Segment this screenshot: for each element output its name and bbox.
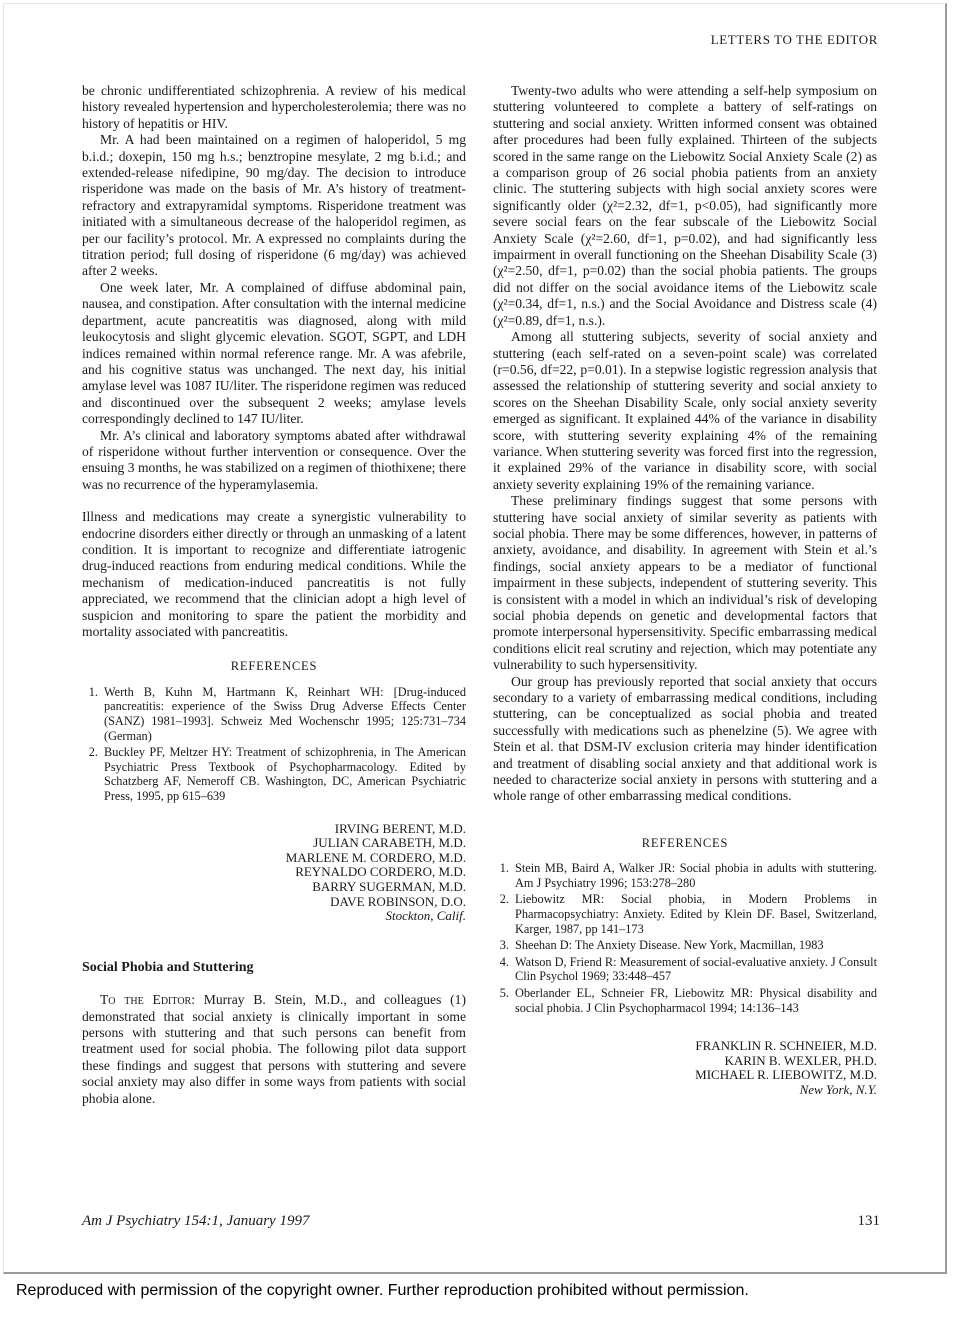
author-name: MICHAEL R. LIEBOWITZ, M.D.: [695, 1067, 877, 1083]
body-paragraph: Twenty-two adults who were attending a self-help symposium on stuttering volunteered to complete a battery of self-ratings on stuttering and social anxiety. Written informed consent was obtained after procedures had been fully explained. Thirteen of the subjects scored in the same range on the Liebowitz Social Anxiety Scale (2) as a comparison group of 26 social phobia patients from an anxiety clinic. The stuttering subjects with high social anxiety scores were significantly older (χ²=2.32, df=1, p<0.05), had significantly more severe social fears on the fear subscale of the Liebowitz Social Anxiety Scale (χ²=2.60, df=1, p=0.02), and had significantly less impairment in overall functioning on the Sheehan Disability Scale (3) (χ²=2.50, df=1, p=0.02) than the social phobia patients. The groups did not differ on the social avoidance items of the Liebowitz scale (χ²=0.34, df=1, n.s.) and the Social Avoidance and Distress scale (4) (χ²=0.89, df=1, n.s.).: [493, 83, 877, 328]
case-paragraph: Mr. A had been maintained on a regimen of haloperidol, 5 mg b.i.d.; doxepin, 150 mg h.s.; benztropine mesylate, 2 mg b.i.d.; and extended-release nifedipine, 90 mg/day. The decision to introduce risperidone was made on the basis of Mr. A’s history of treatment-refractory and extrapyramidal symptoms. Risperidone treatment was initiated with a simultaneous decrease of the haloperidol regimen, as per our facility’s protocol. Mr. A expressed no complaints during the titration period; full dosing of risperidone (6 mg/day) was achieved after 2 weeks.: [82, 132, 466, 279]
references-heading: REFERENCES: [230, 659, 318, 674]
body-paragraph: Among all stuttering subjects, severity of social anxiety and stuttering (each self-rated on a seven-point scale) was correlated (r=0.56, df=22, p=0.01). In a stepwise logistic regression analysis that assessed the relationship of stuttering severity and social anxiety to scores on the Sheehan Disability Scale, only social anxiety severity emerged as significant. It explained 44% of the variance in disability score, with stuttering severity explaining 4% of the remaining variance. When stuttering severity was forced first into the regression, it explained 29% of the variance in disability score, with social anxiety severity explaining 19% of the remaining variance.: [493, 329, 877, 492]
reference-text: Werth B, Kuhn M, Hartmann K, Reinhart WH: [Drug-induced pancreatitis: experience of the Swiss Drug Adverse Effects Center (SANZ) 1981–1993]. Schweiz Med Wochenschr 1995; 125:731–734 (German): [104, 684, 466, 743]
author-name: MARLENE M. CORDERO, M.D.: [285, 849, 466, 865]
reference-number: 4.: [499, 954, 509, 969]
author-location: Stockton, Calif.: [385, 908, 466, 924]
reference-number: 5.: [499, 986, 509, 1001]
journal-citation: Am J Psychiatry 154:1, January 1997: [82, 1213, 310, 1229]
reference-item: [82, 745, 466, 803]
reference-item: [493, 938, 877, 953]
author-name: REYNALDO CORDERO, M.D.: [295, 864, 466, 880]
reference-item: [493, 861, 877, 890]
reference-list: [82, 685, 466, 804]
reference-number: 1.: [499, 861, 509, 876]
body-paragraph: Our group has previously reported that social anxiety that occurs secondary to a variety of embarrassing medical conditions, including stuttering, can be conceptualized as social phobia and treated successfully with medications such as phenelzine (5). We agree with Stein et al. that DSM-IV exclusion criteria may hinder identification and treatment of disabling social anxiety and that additional work is needed to characterize social anxiety in persons with stuttering and a whole range of other embarrassing medical conditions.: [493, 673, 877, 804]
author-name: JULIAN CARABETH, M.D.: [313, 835, 466, 851]
paragraph-gap: [82, 493, 466, 509]
reference-text: Buckley PF, Meltzer HY: Treatment of schizophrenia, in The American Psychiatric Press Textbook of Psychopharmacology. Edited by Schatzberg AF, Nemeroff CB. Washington, DC, American Psychiatric Press, 1995, pp 615–639: [104, 745, 466, 803]
conclusion-paragraph: Illness and medications may create a synergistic vulnerability to endocrine disorders either directly or through an unmasking of a latent condition. It is important to recognize and differentiate iatrogenic drug-induced reactions from enduring medical conditions. While the mechanism of medication-induced pancreatitis is not fully appreciated, we recommend that the clinician adopt a high level of suspicion and monitoring to spare the patient the morbidity and mortality associated with pancreatitis.: [82, 509, 466, 639]
reference-text: Sheehan D: The Anxiety Disease. New York, Macmillan, 1983: [515, 938, 824, 953]
letter-opening-paragraph: [82, 992, 466, 1107]
author-location: New York, N.Y.: [799, 1082, 877, 1097]
left-column: [82, 83, 466, 1107]
body-paragraph: These preliminary findings suggest that some persons with stuttering have social anxiety of similar severity as patients with social phobia. There may be some differences, however, in patterns of anxiety, avoidance, and disability. In agreement with Stein et al.’s findings, social anxiety appears to be a mediator of functional impairment in these subjects, independent of stuttering severity. This is consistent with a model in which an individual’s risk of developing social phobia depends on genetic and developmental factors that promote interpersonal hypersensitivity. Specific embarrassing medical conditions elicit real scrutiny and rejection, which may potentiate any vulnerability to such hypersensitivity.: [493, 493, 877, 673]
reference-number: 3.: [499, 938, 509, 953]
reference-text: Watson D, Friend R: Measurement of social-evaluative anxiety. J Consult Clin Psychol 1969; 33:448–457: [515, 954, 877, 984]
case-paragraph: One week later, Mr. A complained of diffuse abdominal pain, nausea, and constipation. After consultation with the internal medicine department, acute pancreatitis was diagnosed, along with mild leukocytosis and slight glycemic elevation. SGOT, SGPT, and LDH indices remained within normal reference range. Mr. A was afebrile, and his cognitive status was unchanged. The next day, his initial amylase level was 1087 IU/liter. The risperidone regimen was reduced and discontinued over the subsequent 2 weeks; amylase levels correspondingly declined to 147 IU/liter.: [82, 279, 466, 427]
reference-text: Liebowitz MR: Social phobia, in Modern Problems in Pharmacopsychiatry: Anxiety. Edited by Klein DF. Basel, Switzerland, Karger, 1987, pp 141–173: [515, 892, 877, 936]
reference-number: 2.: [88, 745, 98, 760]
reference-text: Stein MB, Baird A, Walker JR: Social phobia in adults with stuttering. Am J Psychiatry 1996; 153:278–280: [515, 861, 877, 890]
page-number: 131: [857, 1213, 880, 1229]
author-signature: [493, 1039, 877, 1097]
reference-number: 2.: [499, 892, 509, 907]
author-name: DAVE ROBINSON, D.O.: [330, 893, 466, 909]
section-title: Social Phobia and Stuttering: [82, 959, 254, 975]
author-name: KARIN B. WEXLER, PH.D.: [724, 1052, 877, 1068]
letter-opening-text: Murray B. Stein, M.D., and colleagues (1) demonstrated that social anxiety is clinically important in some persons with stuttering and that such persons can benefit from treatment used for social phobia. The following pilot data support these findings and suggest that persons with stuttering and severe social anxiety may also differ in some ways from patients with social phobia alone.: [82, 992, 466, 1106]
reference-item: [493, 892, 877, 936]
author-signature: [82, 822, 466, 924]
reference-text: Oberlander EL, Schneier FR, Liebowitz MR: Physical disability and social phobia. J Clin Psychopharmacol 1994; 14:136–143: [515, 986, 877, 1015]
right-column: [493, 83, 877, 1098]
case-paragraph: be chronic undifferentiated schizophrenia. A review of his medical history revealed hypertension and hypercholesterolemia; there was no history of hepatitis or HIV.: [82, 83, 466, 131]
reference-number: 1.: [88, 684, 98, 699]
reference-item: [493, 955, 877, 984]
author-name: IRVING BERENT, M.D.: [334, 820, 466, 836]
author-name: FRANKLIN R. SCHNEIER, M.D.: [695, 1038, 877, 1054]
author-name: BARRY SUGERMAN, M.D.: [312, 878, 466, 894]
reference-list: [493, 861, 877, 1015]
reference-item: [82, 685, 466, 743]
reference-item: [493, 986, 877, 1015]
copyright-notice: Reproduced with permission of the copyright owner. Further reproduction prohibited without permission.: [16, 1282, 749, 1299]
letter-salutation: To the Editor:: [100, 992, 195, 1008]
references-heading: REFERENCES: [641, 835, 729, 850]
case-paragraph: Mr. A’s clinical and laboratory symptoms abated after withdrawal of risperidone without further intervention or consequence. Over the ensuing 3 months, he was stabilized on a regimen of thiothixene; there was no recurrence of the hyperamylasemia.: [82, 427, 466, 492]
running-head: LETTERS TO THE EDITOR: [710, 32, 878, 47]
